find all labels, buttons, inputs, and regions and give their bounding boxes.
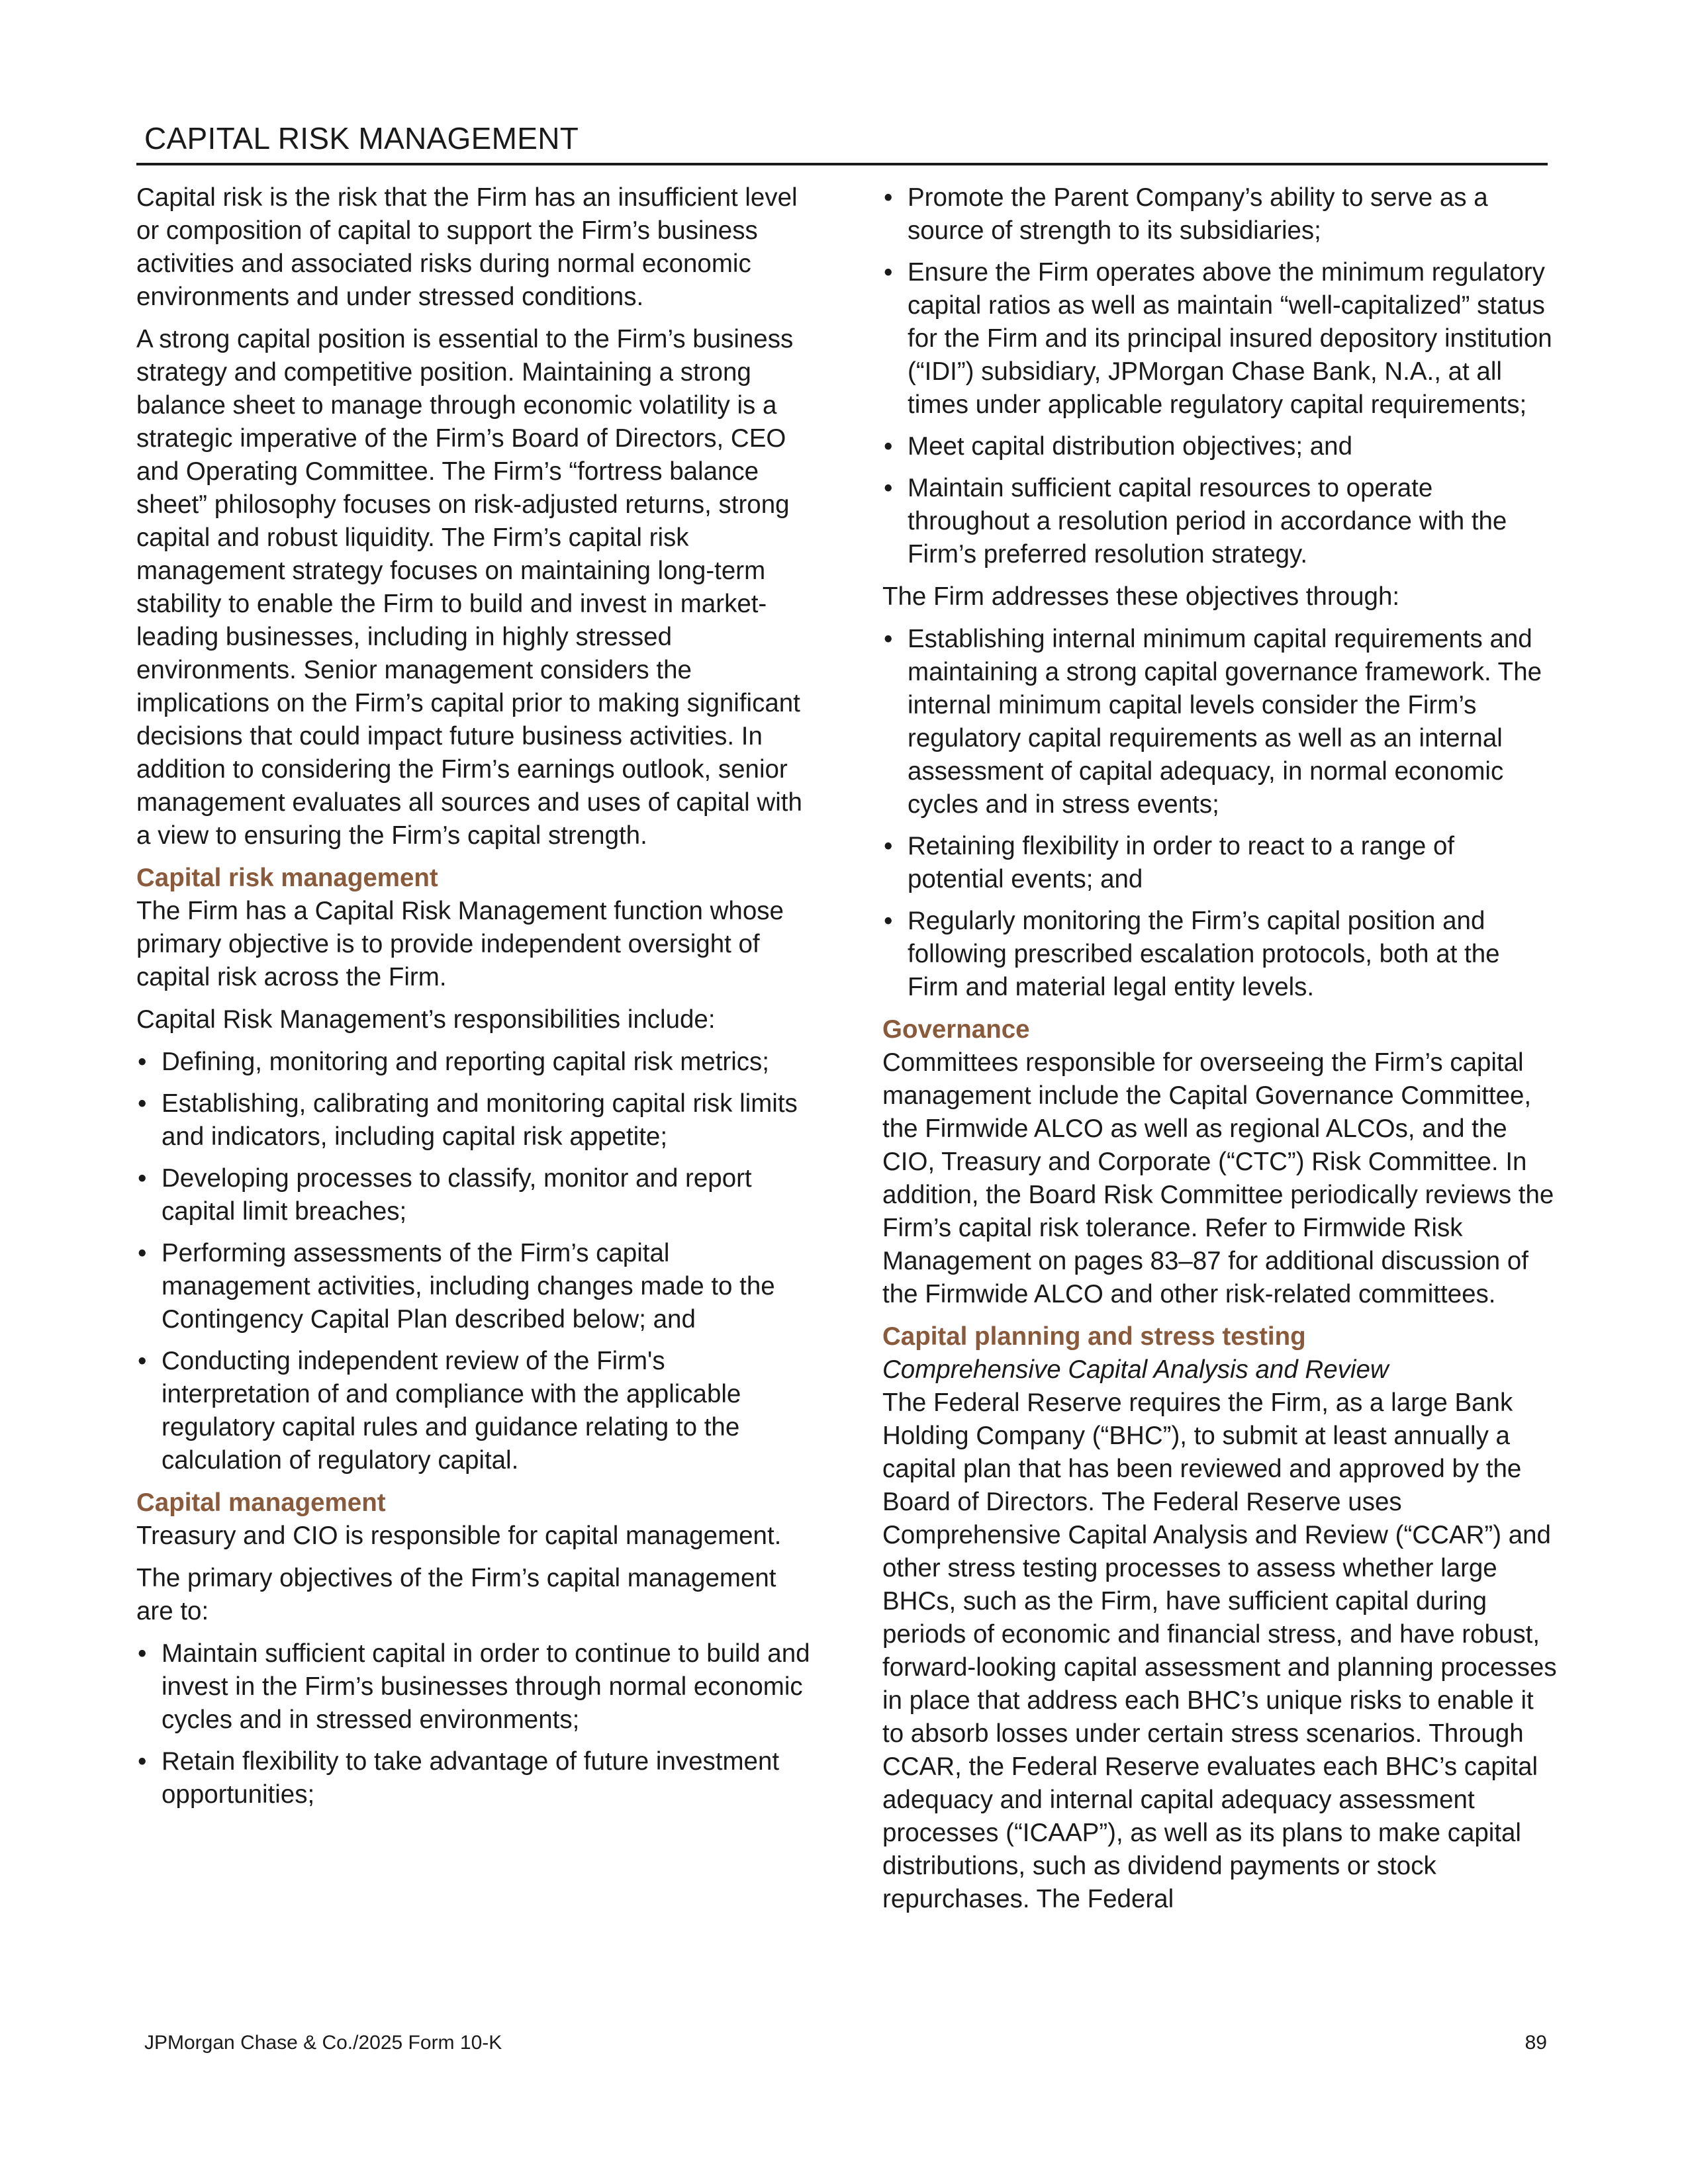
section-heading-governance: Governance — [882, 1015, 1030, 1044]
footer-page-number: 89 — [1524, 2032, 1547, 2054]
list-item: • Performing assessments of the Firm’s capital management activities, including changes made to the Contingency Capital Plan described below; and — [136, 1237, 812, 1336]
list-item: • Conducting independent review of the Firm's interpretation of and compliance with the applicable regulatory capital rules and guidance relating to the calculation of regulatory capital. — [136, 1345, 812, 1477]
list-item: • Establishing, calibrating and monitoring capital risk limits and indicators, including capital risk appetite; — [136, 1087, 812, 1154]
list-item: • Meet capital distribution objectives; and — [882, 430, 1558, 463]
governance-paragraph: Committees responsible for overseeing the Firm’s capital management include the Capital Governance Committee, the Firmwide ALCO as well as regional ALCOs, and the CIO, Treasury and Corporate (“CTC”) Risk Committee. In addition, the Board Risk Committee periodically reviews the Firm’s capital risk tolerance. Refer to Firmwide Risk Management on pages 83–87 for additional discussion of the Firmwide ALCO and other risk-related committees. — [882, 1048, 1554, 1308]
list-item: • Retaining flexibility in order to react to a range of potential events; and — [882, 830, 1558, 896]
intro-paragraph-2: A strong capital position is essential to the Firm’s business strategy and competitive position. Maintaining a strong balance sheet to manage through economic volatility is a strategic imperative of the Firm’s Board of Directors, CEO and Operating Committee. The Firm’s “fortress balance sheet” philosophy focuses on risk-adjusted returns, strong capital and robust liquidity. The Firm’s capital risk management strategy focuses on maintaining long-term stability to enable the Firm to build and invest in market-leading businesses, including in highly stressed environments. Senior management considers the implications on the Firm’s capital prior to making significant decisions that could impact future business activities. In addition to considering the Firm’s earnings outlook, senior management evaluates all sources and uses of capital with a view to ensuring the Firm’s capital strength. — [136, 325, 802, 850]
list-item: • Defining, monitoring and reporting capital risk metrics; — [136, 1046, 812, 1079]
section-heading-capital-risk-management: Capital risk management — [136, 864, 438, 892]
cm-objectives-list-continued — [882, 181, 1558, 571]
right-column — [882, 181, 1558, 1925]
list-item: • Retain flexibility to take advantage of future investment opportunities; — [136, 1745, 812, 1811]
left-column — [136, 181, 812, 1821]
addresses-list — [882, 623, 1558, 1004]
subheading-ccar: Comprehensive Capital Analysis and Review — [882, 1355, 1389, 1384]
crm-paragraph-1: The Firm has a Capital Risk Management function whose primary objective is to provide independent oversight of capital risk across the Firm. — [136, 897, 784, 991]
list-item: • Maintain sufficient capital resources to operate throughout a resolution period in accordance with the Firm’s preferred resolution strategy. — [882, 472, 1558, 571]
footer-document-name: JPMorgan Chase & Co./2025 Form 10-K — [144, 2032, 502, 2054]
list-item: • Maintain sufficient capital in order to continue to build and invest in the Firm’s businesses through normal economic cycles and in stressed environments; — [136, 1637, 812, 1737]
addresses-paragraph: The Firm addresses these objectives through: — [882, 582, 1400, 611]
intro-paragraph-1: Capital risk is the risk that the Firm has an insufficient level or composition of capital to support the Firm’s business activities and associated risks during normal economic environments and under stressed conditions. — [136, 183, 798, 311]
cm-objectives-list — [136, 1637, 812, 1811]
cm-paragraph-1: Treasury and CIO is responsible for capital management. — [136, 1522, 782, 1550]
list-item: • Ensure the Firm operates above the minimum regulatory capital ratios as well as maintain “well-capitalized” status for the Firm and its principal insured depository institution (“IDI”) subsidiary, JPMorgan Chase Bank, N.A., at all times under applicable regulatory capital requirements; — [882, 256, 1558, 422]
cm-paragraph-2: The primary objectives of the Firm’s capital management are to: — [136, 1564, 776, 1625]
page-title: CAPITAL RISK MANAGEMENT — [144, 121, 579, 156]
list-item: • Promote the Parent Company’s ability to serve as a source of strength to its subsidiaries; — [882, 181, 1558, 248]
ccar-paragraph: The Federal Reserve requires the Firm, as a large Bank Holding Company (“BHC”), to submit at least annually a capital plan that has been reviewed and approved by the Board of Directors. The Federal Reserve uses Comprehensive Capital Analysis and Review (“CCAR”) and other stress testing processes to assess whether large BHCs, such as the Firm, have sufficient capital during periods of economic and financial stress, and have robust, forward-looking capital assessment and planning processes in place that address each BHC’s unique risks to enable it to absorb losses under certain stress scenarios. Through CCAR, the Federal Reserve evaluates each BHC’s capital adequacy and internal capital adequacy assessment processes (“ICAAP”), as well as its plans to make capital distributions, such as dividend payments or stock repurchases. The Federal — [882, 1388, 1557, 1913]
crm-paragraph-2: Capital Risk Management’s responsibilities include: — [136, 1005, 716, 1034]
list-item: • Regularly monitoring the Firm’s capital position and following prescribed escalation protocols, both at the Firm and material legal entity levels. — [882, 905, 1558, 1004]
section-heading-capital-planning: Capital planning and stress testing — [882, 1322, 1306, 1351]
list-item: • Developing processes to classify, monitor and report capital limit breaches; — [136, 1162, 812, 1228]
list-item: • Establishing internal minimum capital requirements and maintaining a strong capital governance framework. The internal minimum capital levels consider the Firm’s regulatory capital requirements as well as an internal assessment of capital adequacy, in normal economic cycles and in stress events; — [882, 623, 1558, 821]
section-heading-capital-management: Capital management — [136, 1488, 386, 1517]
title-divider — [136, 163, 1548, 165]
crm-responsibilities-list — [136, 1046, 812, 1477]
